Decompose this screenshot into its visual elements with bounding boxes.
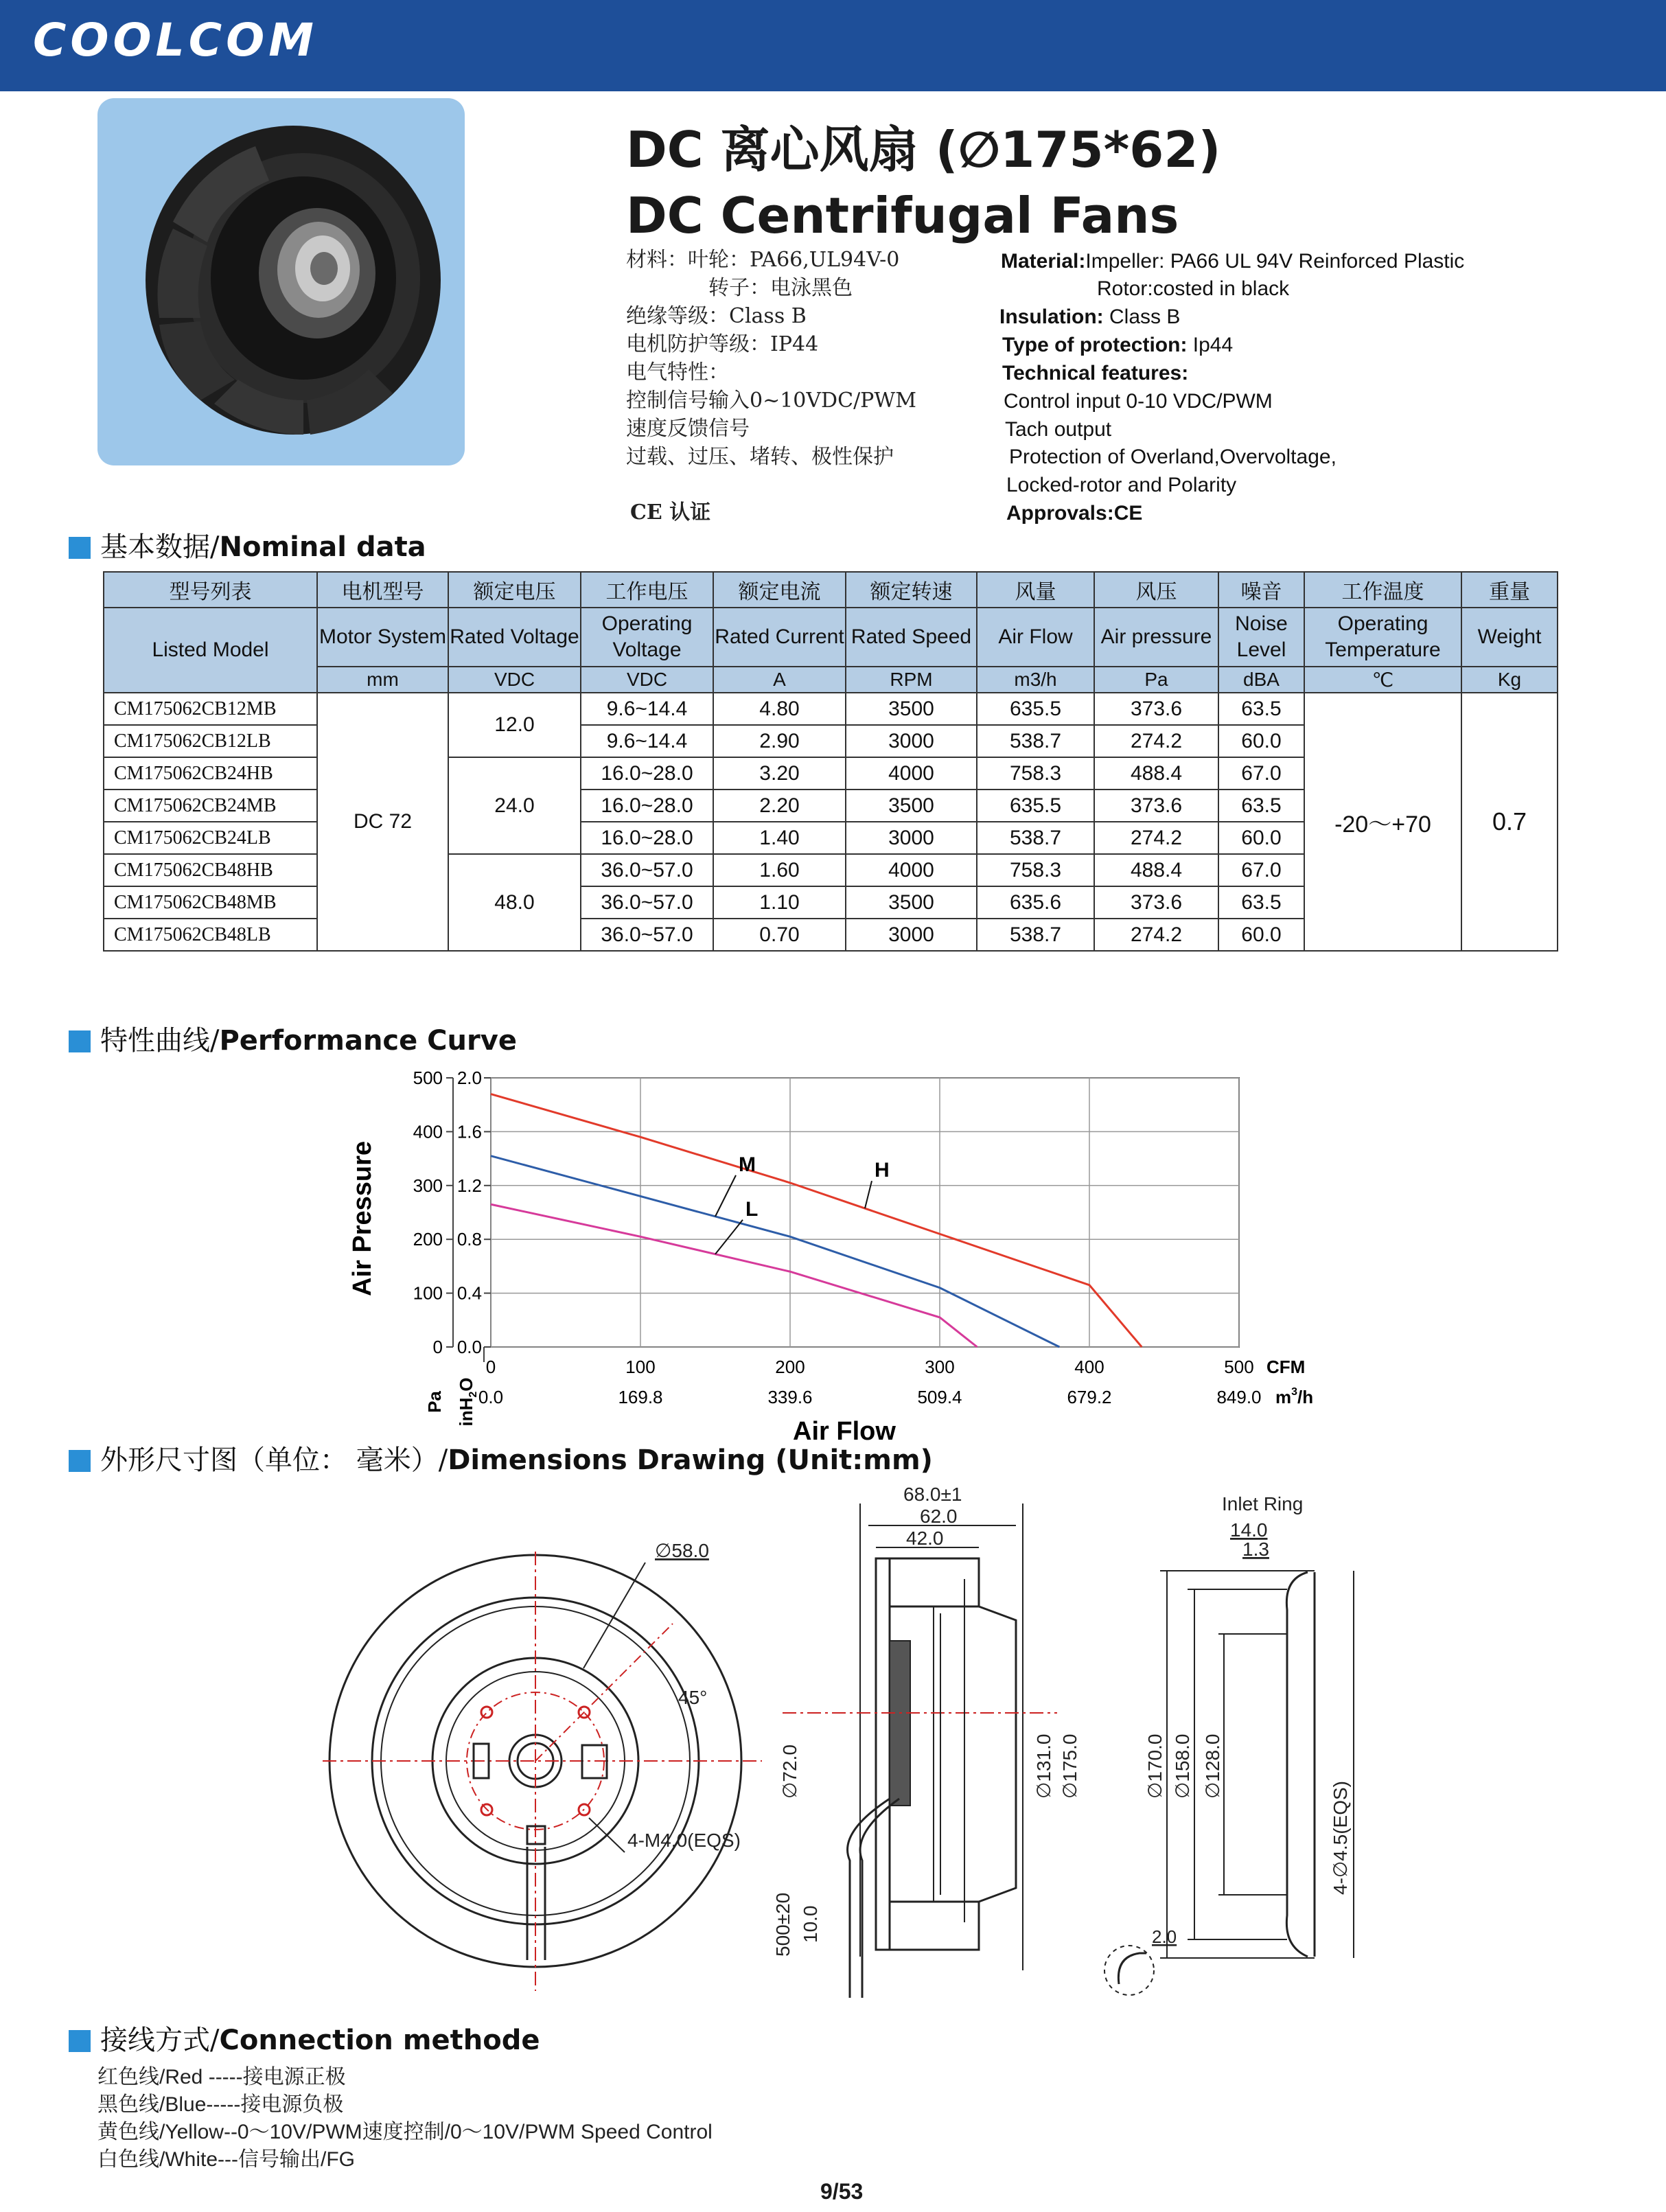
nominal-data-table — [103, 571, 1558, 952]
connection-white: 白色线/White---信号输出/FG — [97, 2148, 355, 2171]
series-label-m: M — [739, 1153, 756, 1176]
section-connection: 接线方式/Connection methode — [69, 2018, 540, 2058]
bullet-square-icon — [69, 1450, 91, 1472]
spec-en-material: Material:Impeller: PA66 UL 94V Reinforced Plastic — [1001, 250, 1465, 273]
spec-en-protection: Type of protection: Ip44 — [1002, 334, 1234, 356]
spec-en-protection1: Protection of Overland,Overvoltage, — [1009, 446, 1337, 468]
y-tick-pa: 500 — [413, 1068, 443, 1088]
dim-d175: ∅175.0 — [1059, 1733, 1080, 1799]
spec-cn-ce: CE 认证 — [630, 500, 711, 525]
chart-xlabel: Air Flow — [793, 1417, 896, 1446]
spec-en-control: Control input 0-10 VDC/PWM — [1004, 390, 1273, 413]
y-tick-pa: 400 — [413, 1121, 443, 1142]
table-row: CM175062CB12LB 9.6~14.4 2.90 3000 538.7 274.2 60.0 — [104, 725, 1558, 757]
dim-holes: 4-M4.0(EQS) — [627, 1830, 741, 1851]
x-tick-m3h: 169.8 — [618, 1387, 663, 1407]
x-tick-cfm: 100 — [625, 1357, 656, 1377]
x-tick-cfm: 400 — [1074, 1357, 1104, 1377]
series-line-m — [491, 1156, 1059, 1347]
spec-en-tach: Tach output — [1005, 418, 1112, 441]
table-header-units: mm VDC VDC A RPM m3/h Pa dBA ℃ Kg — [104, 667, 1558, 693]
section-curve: 特性曲线/Performance Curve — [69, 1019, 517, 1058]
unit-inh2o: inH$_2$O — [456, 1377, 479, 1427]
y-tick-inh2o: 1.2 — [456, 1175, 482, 1196]
y-tick-pa: 300 — [413, 1175, 443, 1196]
x-tick-m3h: 509.4 — [917, 1387, 962, 1407]
table-row: CM175062CB48MB 36.0~57.0 1.10 3500 635.6 373.6 63.5 — [104, 886, 1558, 919]
dim-t2: 2.0 — [1152, 1926, 1177, 1947]
y-tick-inh2o: 0.4 — [456, 1282, 482, 1304]
chart-frame — [491, 1078, 1239, 1347]
y-tick-inh2o: 1.6 — [456, 1121, 482, 1142]
dim-angle: 45° — [678, 1687, 708, 1708]
y-tick-pa: 0 — [432, 1337, 443, 1357]
table-header-en: Listed Model Motor System Rated Voltage Operating Voltage Rated Current Rated Speed Air Flow Air pressure Noise Level Operating Temperature Weight — [104, 608, 1558, 667]
table-row: CM175062CB24LB 16.0~28.0 1.40 3000 538.7 274.2 60.0 — [104, 822, 1558, 854]
series-label-h: H — [875, 1159, 890, 1182]
dim-w62: 62.0 — [920, 1506, 958, 1527]
spec-cn-material: 材料：叶轮：PA66,UL94V-0 — [626, 248, 900, 272]
bullet-square-icon — [69, 537, 91, 559]
dim-ring-holes: 4-∅4.5(EQS) — [1330, 1781, 1351, 1895]
dim-d128: ∅128.0 — [1202, 1733, 1223, 1799]
table-row: CM175062CB24MB 16.0~28.0 2.20 3500 635.5 373.6 63.5 — [104, 790, 1558, 822]
connection-yellow: 黄色线/Yellow--0～10V/PWM速度控制/0～10V/PWM Speed Control — [97, 2121, 713, 2143]
page-number: 9/53 — [820, 2179, 864, 2204]
section-nominal: 基本数据/Nominal data — [69, 525, 426, 564]
spec-cn-insulation: 绝缘等级：Class B — [626, 304, 807, 328]
spec-cn-protection: 电机防护等级：IP44 — [626, 332, 819, 356]
dim-ring-title: Inlet Ring — [1222, 1493, 1304, 1514]
table-row: CM175062CB48LB 36.0~57.0 0.70 3000 538.7 274.2 60.0 — [104, 919, 1558, 951]
dim-w42: 42.0 — [906, 1528, 944, 1549]
title-cn: DC 离心风扇 (∅175*62) — [626, 121, 1221, 178]
dim-w13: 1.3 — [1242, 1539, 1269, 1560]
bullet-square-icon — [69, 1030, 91, 1052]
dim-d170: ∅170.0 — [1144, 1733, 1166, 1799]
unit-cfm: CFM — [1266, 1357, 1306, 1377]
x-tick-m3h: 849.0 — [1216, 1387, 1262, 1407]
x-tick-m3h: 679.2 — [1067, 1387, 1112, 1407]
table-row: CM175062CB24HB 24.0 16.0~28.0 3.20 4000 758.3 488.4 67.0 — [104, 757, 1558, 790]
front-view-drawing — [323, 1524, 769, 1991]
spec-cn-electrical: 电气特性： — [626, 360, 729, 384]
x-tick-cfm: 200 — [775, 1357, 805, 1377]
table-header-cn: 型号列表 电机型号 额定电压 工作电压 额定电流 额定转速 风量 风压 噪音 工作温度 重量 — [104, 572, 1558, 608]
title-en: DC Centrifugal Fans — [626, 187, 1179, 244]
y-tick-inh2o: 0.8 — [456, 1229, 482, 1250]
spec-cn-protections: 过载、过压、堵转、极性保护 — [626, 445, 894, 469]
spec-en-approvals: Approvals:CE — [1006, 502, 1143, 525]
spec-en-insulation: Insulation: Class B — [999, 306, 1181, 328]
x-tick-cfm: 500 — [1224, 1357, 1254, 1377]
section-dimensions: 外形尺寸图（单位： 毫米）/Dimensions Drawing (Unit:mm) — [69, 1438, 933, 1477]
spec-en-tech: Technical features: — [1002, 362, 1189, 384]
spec-cn-rotor: 转子：电泳黑色 — [708, 276, 853, 300]
series-label-l: L — [745, 1197, 759, 1221]
unit-pa: Pa — [424, 1391, 445, 1413]
dim-w14: 14.0 — [1230, 1519, 1268, 1541]
inlet-ring-drawing — [1098, 1490, 1373, 1998]
x-tick-cfm: 300 — [925, 1357, 955, 1377]
connection-black: 黑色线/Blue-----接电源负极 — [97, 2093, 344, 2116]
unit-m3h: $m^3/h$ — [1275, 1386, 1314, 1407]
dim-d72: ∅72.0 — [779, 1744, 800, 1799]
chart-ticks — [413, 1068, 1262, 1407]
dim-strip: 10.0 — [800, 1905, 821, 1943]
dim-d58: ∅58.0 — [655, 1540, 709, 1561]
dim-lead: 500±20 — [772, 1892, 794, 1957]
chart-ylabel: Air Pressure — [348, 1140, 377, 1297]
fan-image — [97, 98, 465, 465]
x-tick-cfm: 0 — [485, 1357, 496, 1377]
x-tick-m3h: 0.0 — [478, 1387, 504, 1407]
side-view-drawing — [769, 1476, 1112, 2005]
table-row: CM175062CB12MB DC 72 12.0 9.6~14.4 4.80 3500 635.5 373.6 63.5 -20～+70 0.7 — [104, 693, 1558, 725]
spec-en-protection2: Locked-rotor and Polarity — [1006, 474, 1237, 496]
spec-cn-control: 控制信号输入0~10VDC/PWM — [626, 389, 916, 413]
dim-d158: ∅158.0 — [1172, 1733, 1193, 1799]
y-tick-inh2o: 0.0 — [456, 1337, 482, 1357]
table-row: CM175062CB48HB 48.0 36.0~57.0 1.60 4000 758.3 488.4 67.0 — [104, 854, 1558, 886]
spec-cn-tach: 速度反馈信号 — [626, 417, 750, 441]
brand-logo: COOLCOM — [33, 14, 318, 67]
spec-en-rotor: Rotor:costed in black — [1097, 277, 1290, 300]
performance-chart — [329, 1064, 1345, 1449]
series-leader-m — [715, 1175, 736, 1217]
x-tick-m3h: 339.6 — [767, 1387, 813, 1407]
connection-red: 红色线/Red -----接电源正极 — [97, 2066, 346, 2088]
dim-w68: 68.0±1 — [903, 1484, 962, 1505]
y-tick-inh2o: 2.0 — [456, 1068, 482, 1088]
product-photo — [97, 98, 465, 465]
bullet-square-icon — [69, 2030, 91, 2052]
series-leader-l — [715, 1220, 743, 1254]
y-tick-pa: 200 — [413, 1229, 443, 1250]
y-tick-pa: 100 — [413, 1282, 443, 1304]
dim-d131: ∅131.0 — [1033, 1733, 1054, 1799]
